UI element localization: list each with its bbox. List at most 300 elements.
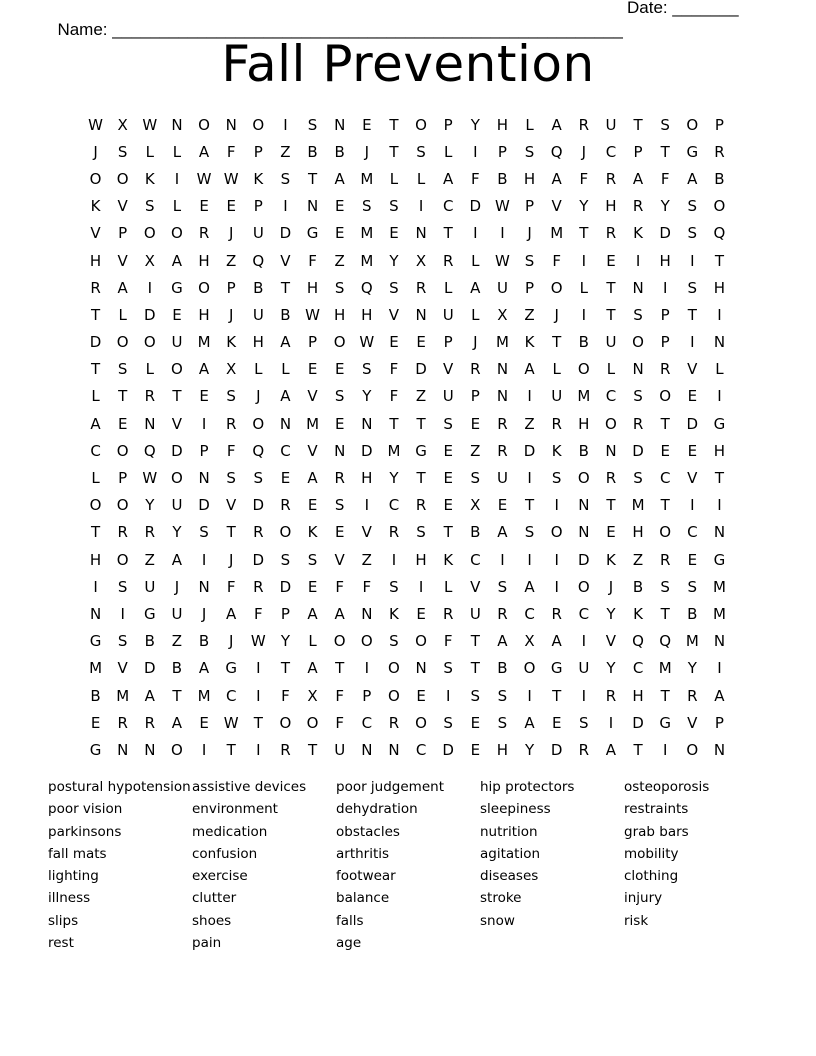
grid-letter: T xyxy=(552,333,562,352)
grid-letter: T xyxy=(552,686,562,705)
word-list-item: age xyxy=(336,935,362,952)
grid-letter: E xyxy=(389,333,399,352)
grid-letter: N xyxy=(144,740,156,759)
grid-letter: B xyxy=(578,441,589,460)
grid-letter: I xyxy=(717,496,722,515)
grid-letter: O xyxy=(360,632,373,651)
grid-row xyxy=(82,464,734,491)
grid-letter: T xyxy=(280,278,291,297)
grid-letter: A xyxy=(524,577,535,596)
grid-letter: G xyxy=(659,713,671,732)
grid-letter: G xyxy=(89,632,102,651)
grid-letter: A xyxy=(551,632,562,651)
grid-letter: B xyxy=(497,169,508,188)
grid-letter: F xyxy=(335,577,344,596)
date-field-label: Date: _______ xyxy=(627,0,739,17)
grid-letter: F xyxy=(660,169,670,188)
word-list-item: obstacles xyxy=(336,823,400,840)
grid-letter: U xyxy=(605,333,617,352)
grid-letter: V xyxy=(443,360,454,379)
grid-letter: F xyxy=(389,360,399,379)
grid-letter: C xyxy=(225,686,237,705)
grid-letter: Q xyxy=(252,251,265,270)
grid-letter: H xyxy=(89,550,102,569)
grid-letter: M xyxy=(387,441,401,460)
grid-letter: T xyxy=(606,496,616,515)
grid-letter: S xyxy=(497,577,508,596)
grid-letter: I xyxy=(201,550,207,569)
grid-letter: D xyxy=(361,441,373,460)
grid-letter: V xyxy=(361,523,372,542)
grid-letter: S xyxy=(117,577,128,596)
grid-letter: Y xyxy=(524,740,535,759)
grid-letter: R xyxy=(198,224,210,243)
grid-letter: B xyxy=(714,169,725,188)
grid-letter: O xyxy=(198,278,210,297)
grid-letter: V xyxy=(117,659,128,678)
grid-letter: Z xyxy=(632,550,644,569)
grid-letter: G xyxy=(713,414,726,433)
grid-row xyxy=(82,736,734,763)
word-list-item: agitation xyxy=(480,845,541,862)
grid-letter: V xyxy=(605,632,617,651)
grid-letter: O xyxy=(333,333,346,352)
grid-letter: T xyxy=(660,604,670,623)
grid-letter: E xyxy=(334,224,345,243)
grid-letter: N xyxy=(713,740,726,759)
grid-letter: O xyxy=(415,632,427,651)
grid-letter: S xyxy=(362,197,372,216)
grid-letter: A xyxy=(280,387,291,406)
grid-letter: C xyxy=(470,550,481,569)
word-list-item: injury xyxy=(624,890,663,907)
word-list-item: clothing xyxy=(624,868,679,885)
grid-letter: A xyxy=(551,169,562,188)
grid-letter: L xyxy=(552,360,561,379)
grid-letter: F xyxy=(443,632,453,651)
grid-letter: J xyxy=(228,550,234,569)
grid-letter: X xyxy=(117,115,128,134)
grid-letter: A xyxy=(307,604,318,623)
grid-letter: I xyxy=(662,740,668,759)
grid-letter: H xyxy=(415,550,427,569)
grid-letter: T xyxy=(90,305,101,324)
grid-letter: S xyxy=(389,278,399,297)
grid-letter: W xyxy=(223,713,239,732)
grid-letter: T xyxy=(579,224,589,243)
grid-letter: S xyxy=(362,360,372,379)
grid-letter: R xyxy=(551,604,562,623)
grid-letter: Z xyxy=(524,414,535,433)
grid-letter: L xyxy=(91,387,100,406)
grid-letter: T xyxy=(524,496,535,515)
grid-letter: N xyxy=(361,604,373,623)
grid-letter: L xyxy=(389,169,399,188)
word-list-item: rest xyxy=(48,935,74,952)
grid-letter: X xyxy=(524,632,535,651)
grid-letter: T xyxy=(389,142,399,161)
grid-letter: M xyxy=(197,333,211,352)
grid-row xyxy=(82,247,734,274)
grid-letter: D xyxy=(144,659,156,678)
grid-letter: L xyxy=(579,278,588,297)
grid-letter: Y xyxy=(145,496,155,515)
grid-letter: M xyxy=(577,387,591,406)
grid-letter: O xyxy=(89,496,102,515)
grid-letter: T xyxy=(118,387,128,406)
grid-letter: R xyxy=(605,224,617,243)
grid-letter: T xyxy=(633,115,643,134)
grid-letter: I xyxy=(364,659,370,678)
grid-letter: S xyxy=(226,387,236,406)
grid-letter: P xyxy=(714,115,724,134)
grid-letter: E xyxy=(199,197,209,216)
grid-letter: D xyxy=(442,740,454,759)
word-list-item: sleepiness xyxy=(480,801,551,818)
grid-letter: A xyxy=(470,278,481,297)
grid-letter: S xyxy=(633,387,643,406)
grid-letter: E xyxy=(334,360,345,379)
grid-letter: H xyxy=(306,278,319,297)
grid-letter: C xyxy=(280,441,291,460)
grid-letter: T xyxy=(687,305,697,324)
grid-letter: T xyxy=(307,740,318,759)
grid-letter: R xyxy=(578,115,590,134)
grid-letter: G xyxy=(144,604,156,623)
grid-letter: H xyxy=(198,305,210,324)
grid-letter: X xyxy=(144,251,155,270)
grid-letter: F xyxy=(226,441,236,460)
grid-letter: F xyxy=(470,169,480,188)
grid-row xyxy=(82,301,734,328)
grid-letter: K xyxy=(307,523,318,542)
grid-letter: O xyxy=(388,686,400,705)
grid-letter: R xyxy=(605,469,617,488)
grid-letter: R xyxy=(659,360,671,379)
grid-letter: T xyxy=(660,686,670,705)
grid-letter: U xyxy=(496,278,508,297)
grid-letter: H xyxy=(659,251,671,270)
grid-letter: O xyxy=(388,659,400,678)
grid-letter: S xyxy=(307,550,318,569)
grid-letter: E xyxy=(687,441,698,460)
word-list-column xyxy=(624,776,768,954)
grid-letter: N xyxy=(713,523,726,542)
grid-letter: S xyxy=(226,469,236,488)
grid-letter: S xyxy=(579,713,589,732)
grid-letter: O xyxy=(577,577,590,596)
grid-row xyxy=(82,492,734,519)
grid-letter: T xyxy=(606,305,616,324)
grid-row xyxy=(82,356,734,383)
word-list-item: assistive devices xyxy=(192,779,307,795)
grid-letter: N xyxy=(89,604,102,623)
grid-letter: E xyxy=(90,713,101,732)
grid-letter: H xyxy=(89,251,102,270)
word-list-item: confusion xyxy=(192,845,258,862)
grid-letter: M xyxy=(306,414,320,433)
grid-letter: U xyxy=(442,387,454,406)
grid-letter: O xyxy=(279,713,292,732)
grid-letter: B xyxy=(470,523,481,542)
grid-letter: R xyxy=(551,414,562,433)
word-list-item: grab bars xyxy=(624,823,689,840)
grid-letter: N xyxy=(632,360,644,379)
grid-letter: I xyxy=(283,115,288,134)
grid-letter: M xyxy=(550,224,564,243)
grid-letter: S xyxy=(660,115,670,134)
grid-letter: Q xyxy=(143,441,156,460)
grid-letter: B xyxy=(198,632,210,651)
word-list-item: footwear xyxy=(336,868,396,885)
grid-letter: T xyxy=(253,713,263,732)
grid-letter: O xyxy=(252,115,265,134)
grid-letter: E xyxy=(416,333,426,352)
grid-letter: G xyxy=(686,142,699,161)
grid-letter: X xyxy=(470,496,481,515)
grid-letter: Q xyxy=(360,278,373,297)
grid-letter: S xyxy=(280,550,291,569)
grid-letter: P xyxy=(660,333,670,352)
grid-letter: O xyxy=(89,169,102,188)
grid-row xyxy=(82,138,734,165)
grid-letter: E xyxy=(280,469,291,488)
grid-letter: R xyxy=(415,496,427,515)
grid-letter: P xyxy=(253,197,263,216)
grid-letter: T xyxy=(226,523,236,542)
grid-letter: I xyxy=(527,686,532,705)
grid-letter: V xyxy=(687,360,698,379)
word-list-item: risk xyxy=(624,912,649,929)
grid-letter: W xyxy=(359,333,375,352)
grid-letter: N xyxy=(632,278,644,297)
word-list-item: slips xyxy=(48,912,79,929)
grid-letter: I xyxy=(364,496,370,515)
grid-letter: G xyxy=(171,278,183,297)
grid-letter: L xyxy=(471,251,480,270)
grid-row xyxy=(82,220,734,247)
grid-letter: U xyxy=(144,577,156,596)
grid-letter: I xyxy=(256,686,261,705)
grid-letter: E xyxy=(551,713,562,732)
grid-letter: C xyxy=(524,604,535,623)
grid-letter: U xyxy=(496,469,508,488)
grid-letter: V xyxy=(90,224,101,243)
grid-letter: J xyxy=(364,142,370,161)
grid-letter: D xyxy=(279,224,292,243)
grid-letter: D xyxy=(469,197,482,216)
word-list xyxy=(48,776,768,954)
grid-letter: I xyxy=(717,305,722,324)
grid-letter: E xyxy=(687,387,698,406)
grid-letter: F xyxy=(281,686,290,705)
grid-letter: J xyxy=(228,632,234,651)
grid-letter: A xyxy=(117,278,128,297)
grid-letter: Z xyxy=(524,305,535,324)
grid-letter: T xyxy=(90,360,101,379)
grid-letter: L xyxy=(172,197,182,216)
grid-letter: C xyxy=(442,197,454,216)
grid-letter: Z xyxy=(171,632,183,651)
grid-letter: E xyxy=(199,713,209,732)
grid-letter: J xyxy=(174,577,180,596)
grid-letter: H xyxy=(361,469,373,488)
grid-letter: E xyxy=(172,305,182,324)
grid-letter: E xyxy=(334,523,345,542)
grid-letter: O xyxy=(171,740,183,759)
grid-letter: I xyxy=(527,550,532,569)
grid-letter: O xyxy=(116,441,129,460)
grid-letter: S xyxy=(280,169,291,188)
grid-letter: O xyxy=(577,469,590,488)
grid-letter: T xyxy=(443,523,453,542)
word-list-item: shoes xyxy=(192,912,232,929)
grid-letter: P xyxy=(714,713,724,732)
grid-letter: C xyxy=(361,713,373,732)
word-list-item: fall mats xyxy=(48,845,107,862)
grid-letter: N xyxy=(361,414,373,433)
grid-letter: V xyxy=(226,496,237,515)
grid-letter: H xyxy=(713,278,726,297)
grid-letter: J xyxy=(554,305,559,324)
grid-letter: P xyxy=(443,115,453,134)
word-list-item: lighting xyxy=(48,868,99,885)
grid-letter: X xyxy=(307,686,318,705)
grid-letter: M xyxy=(658,659,672,678)
word-list-column xyxy=(192,776,336,954)
grid-letter: G xyxy=(306,224,319,243)
grid-letter: P xyxy=(308,333,318,352)
grid-letter: I xyxy=(147,278,153,297)
grid-letter: S xyxy=(497,686,508,705)
word-list-item: clutter xyxy=(192,890,237,907)
grid-letter: Q xyxy=(252,441,265,460)
grid-letter: E xyxy=(497,496,508,515)
grid-letter: O xyxy=(577,360,590,379)
word-list-item: environment xyxy=(192,801,278,818)
grid-letter: H xyxy=(198,251,210,270)
grid-letter: W xyxy=(223,169,239,188)
grid-letter: N xyxy=(605,441,617,460)
grid-letter: Z xyxy=(470,441,481,460)
grid-letter: A xyxy=(90,414,101,433)
word-list-item: dehydration xyxy=(336,801,418,818)
grid-letter: F xyxy=(226,577,236,596)
grid-letter: T xyxy=(714,469,725,488)
grid-letter: H xyxy=(361,305,373,324)
grid-letter: D xyxy=(578,550,590,569)
grid-letter: T xyxy=(416,469,426,488)
grid-letter: I xyxy=(554,550,559,569)
grid-letter: Y xyxy=(389,251,399,270)
grid-letter: E xyxy=(199,387,209,406)
grid-letter: O xyxy=(415,115,427,134)
grid-letter: I xyxy=(581,686,587,705)
grid-letter: T xyxy=(470,632,480,651)
grid-letter: O xyxy=(523,659,536,678)
grid-letter: R xyxy=(334,469,345,488)
grid-letter: O xyxy=(143,224,156,243)
grid-letter: L xyxy=(172,142,182,161)
grid-letter: J xyxy=(256,387,261,406)
grid-letter: R xyxy=(117,523,128,542)
grid-letter: L xyxy=(308,632,317,651)
grid-row xyxy=(82,329,734,356)
grid-letter: H xyxy=(605,197,617,216)
grid-letter: S xyxy=(524,251,535,270)
grid-letter: H xyxy=(632,523,644,542)
grid-letter: I xyxy=(662,278,668,297)
grid-letter: N xyxy=(415,224,427,243)
grid-letter: P xyxy=(443,333,453,352)
grid-letter: T xyxy=(416,414,426,433)
grid-letter: M xyxy=(197,686,211,705)
grid-letter: A xyxy=(171,550,183,569)
grid-letter: Y xyxy=(470,115,480,134)
grid-row xyxy=(82,682,734,709)
grid-letter: T xyxy=(633,740,643,759)
grid-letter: E xyxy=(226,197,236,216)
grid-letter: C xyxy=(605,387,617,406)
grid-row xyxy=(82,655,734,682)
grid-letter: Y xyxy=(606,604,616,623)
grid-letter: E xyxy=(307,496,318,515)
grid-letter: I xyxy=(717,659,722,678)
grid-letter: U xyxy=(605,115,617,134)
grid-letter: R xyxy=(497,441,508,460)
grid-letter: I xyxy=(418,577,424,596)
grid-letter: I xyxy=(554,496,559,515)
grid-letter: O xyxy=(171,224,183,243)
word-list-item: parkinsons xyxy=(48,823,122,840)
grid-letter: S xyxy=(334,496,345,515)
grid-letter: W xyxy=(305,305,320,324)
grid-letter: T xyxy=(660,142,670,161)
grid-letter: E xyxy=(443,441,453,460)
grid-letter: U xyxy=(551,387,563,406)
grid-letter: S xyxy=(307,115,318,134)
grid-letter: S xyxy=(687,278,698,297)
word-list-item: snow xyxy=(480,912,515,929)
grid-row xyxy=(82,165,734,192)
grid-letter: L xyxy=(254,360,263,379)
grid-letter: K xyxy=(226,333,237,352)
grid-letter: D xyxy=(686,414,699,433)
grid-letter: Z xyxy=(226,251,237,270)
grid-letter: N xyxy=(415,659,427,678)
grid-letter: N xyxy=(198,577,210,596)
grid-letter: C xyxy=(687,523,698,542)
grid-letter: I xyxy=(283,197,288,216)
grid-letter: S xyxy=(416,142,426,161)
grid-letter: U xyxy=(252,224,264,243)
grid-letter: T xyxy=(307,169,318,188)
grid-letter: E xyxy=(117,414,128,433)
grid-letter: L xyxy=(471,305,480,324)
grid-letter: O xyxy=(550,523,563,542)
grid-letter: H xyxy=(334,305,346,324)
grid-letter: A xyxy=(687,169,698,188)
grid-letter: J xyxy=(581,142,587,161)
grid-letter: H xyxy=(523,169,536,188)
grid-letter: S xyxy=(497,713,508,732)
grid-letter: A xyxy=(171,713,183,732)
grid-letter: Y xyxy=(362,387,372,406)
word-list-item: mobility xyxy=(624,845,679,862)
grid-letter: R xyxy=(144,523,156,542)
grid-letter: D xyxy=(279,577,292,596)
grid-letter: O xyxy=(171,360,183,379)
